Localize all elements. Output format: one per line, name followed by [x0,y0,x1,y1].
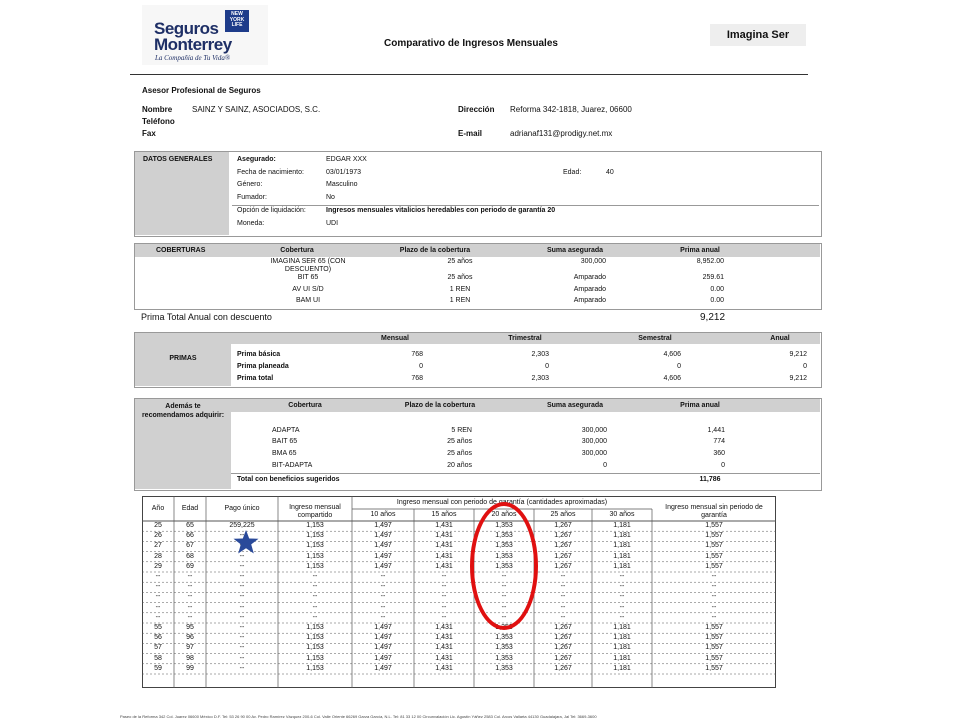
cob-header-prima: Prima anual [680,247,720,254]
table-cell: 1,431 [435,552,453,560]
rec-plazo: 5 REN [451,427,472,434]
table-cell: -- [560,583,566,591]
opcion-value: Ingresos mensuales vitalicios heredables con periodo de garantía 20 [326,207,556,214]
table-cell: 1,497 [374,654,392,662]
advisor-email: adrianaf131@prodigy.net.mx [510,129,613,138]
primas-row-label: Prima total [237,375,274,382]
table-sub-header: 30 años [609,511,635,518]
cob-suma: 300,000 [580,258,606,265]
table-cell: -- [441,593,447,601]
moneda-label: Moneda: [237,220,265,227]
table-cell: 26 [154,532,162,540]
table-cell: -- [239,634,245,642]
table-cell: 1,557 [705,664,723,672]
name-label: Nombre [142,105,173,114]
table-cell: 28 [154,552,162,560]
table-cell: -- [560,613,566,621]
table-cell: -- [239,532,245,540]
table-cell: -- [501,613,507,621]
table-cell: 1,431 [435,562,453,570]
table-cell: 29 [154,562,162,570]
primas-label: PRIMAS [169,355,197,362]
table-cell: -- [441,573,447,580]
table-cell: 1,153 [306,644,324,652]
table-header: Año [151,505,165,512]
table-cell: 1,267 [554,644,572,652]
table-cell: -- [239,603,245,611]
table-cell: 1,181 [613,522,631,529]
table-cell: -- [380,573,386,580]
table-cell: 1,181 [613,542,631,550]
table-cell: 1,497 [374,532,392,540]
prima-total-label: Prima Total Anual con descuento [141,312,272,322]
table-cell: 1,431 [435,654,453,662]
table-cell: 1,267 [554,532,572,540]
table-header: Ingreso mensual sin periodo de garantía [665,504,763,519]
cob-cobertura: AV UI S/D [292,286,324,293]
table-cell: -- [187,613,193,621]
recomendados-label: Además te recomendamos adquirir: [141,403,225,419]
table-cell: 68 [186,552,194,560]
coberturas-label: COBERTURAS [156,247,206,254]
cob-header-suma: Suma asegurada [546,247,604,254]
table-cell: -- [441,613,447,621]
table-cell: 1,353 [495,552,513,560]
datos-divider [232,205,819,206]
table-cell: 1,267 [554,664,572,672]
rec-prima: 360 [713,450,725,457]
table-cell: 1,557 [705,562,723,570]
table-cell: -- [560,603,566,611]
table-cell: 1,557 [705,644,723,652]
table-sub-header: 20 años [491,511,517,518]
table-cell: 1,267 [554,654,572,662]
rec-plazo: 25 años [447,438,472,445]
table-sub-header: 10 años [370,511,396,518]
table-cell: 55 [154,624,162,631]
cob-plazo: 1 REN [449,286,471,293]
table-cell: -- [187,603,193,611]
cob-prima: 8,952.00 [696,258,724,265]
table-cell: 1,353 [495,624,513,631]
table-cell: 1,497 [374,644,392,652]
cob-cobertura: BIT 65 [297,274,319,281]
table-cell: -- [560,593,566,601]
logo-tagline: La Compañía de Tu Vida® [155,54,231,62]
cob-suma: Amparado [573,297,606,304]
table-cell: 1,431 [435,664,453,672]
table-cell: -- [312,603,318,611]
table-cell: 67 [186,542,194,550]
cob-prima: 0.00 [710,286,724,293]
table-cell: -- [155,573,161,580]
table-cell: 1,497 [374,664,392,672]
table-cell: -- [560,573,566,580]
rec-suma: 300,000 [581,450,607,457]
table-cell: 1,353 [495,532,513,540]
primas-header-mensual: Mensual [380,335,409,342]
rec-total-value: 11,786 [699,476,721,483]
table-cell: -- [187,593,193,601]
table-cell: 1,557 [705,532,723,540]
rec-cobertura: BMA 65 [272,450,297,457]
opcion-label: Opción de liquidación: [237,207,306,214]
table-cell: 1,431 [435,634,453,642]
table-cell: 1,267 [554,522,572,529]
table-cell: -- [619,573,625,580]
rec-header-prima: Prima anual [680,402,720,409]
table-cell: 97 [186,644,194,652]
rec-cobertura: BIT-ADAPTA [272,462,313,469]
rec-suma: 0 [603,462,607,469]
table-cell: -- [501,593,507,601]
table-cell: 1,153 [306,664,324,672]
table-cell: -- [380,593,386,601]
table-cell: -- [711,593,717,601]
advisor-address: Reforma 342-1818, Juarez, 06600 [510,105,632,114]
table-cell: 1,497 [374,624,392,631]
cob-suma: Amparado [573,274,606,281]
table-header: Pago único [224,505,260,512]
table-cell: 1,557 [705,552,723,560]
table-cell: 1,431 [435,522,453,529]
table-cell: -- [711,583,717,591]
table-cell: -- [380,603,386,611]
table-cell: 1,153 [306,542,324,550]
table-cell: 1,353 [495,664,513,672]
table-cell: -- [501,573,507,580]
table-cell: 1,353 [495,542,513,550]
table-cell: -- [711,613,717,621]
fecha-value: 03/01/1973 [326,169,362,176]
primas-cell: 0 [677,363,681,370]
cob-cobertura: IMAGINA SER 65 (CON DESCUENTO) [270,258,346,273]
table-cell: -- [312,593,318,601]
phone-label: Teléfono [142,117,175,126]
rec-header-suma: Suma asegurada [546,402,604,409]
table-cell: -- [239,613,245,621]
cob-suma: Amparado [573,286,606,293]
primas-header-semestral: Semestral [638,335,672,342]
table-cell: 1,181 [613,634,631,642]
table-cell: 69 [186,562,194,570]
table-cell: 1,431 [435,624,453,631]
table-cell: 1,267 [554,624,572,631]
rec-header-cobertura: Cobertura [288,402,322,409]
table-cell: 1,153 [306,552,324,560]
table-cell: 99 [186,664,194,672]
table-cell: 1,181 [613,654,631,662]
email-label: E-mail [458,129,483,138]
table-cell: -- [239,562,245,570]
product-name: Imagina Ser [710,24,806,46]
table-cell: 1,353 [495,644,513,652]
table-cell: 1,153 [306,634,324,642]
table-cell: -- [312,583,318,591]
logo-line-1: Seguros [154,19,219,38]
table-cell: 1,497 [374,552,392,560]
rec-prima: 0 [721,462,725,469]
advisor-name: SAINZ Y SAINZ, ASOCIADOS, S.C. [192,105,321,114]
cob-plazo: 1 REN [449,297,471,304]
rec-total-divider [231,473,820,474]
table-cell: -- [239,573,245,580]
table-cell: 59 [154,664,162,672]
table-header: Ingreso mensual compartido [289,504,341,519]
rec-plazo: 20 años [447,462,472,469]
table-cell: -- [155,583,161,591]
table-cell: 1,353 [495,562,513,570]
primas-cell: 4,606 [663,351,681,358]
table-cell: 1,497 [374,522,392,529]
table-cell: 259,225 [229,522,255,529]
highlight-circle [470,502,538,630]
primas-header-anual: Anual [770,335,790,342]
table-cell: -- [619,603,625,611]
logo-line-2: Monterrey [154,35,232,54]
rec-total-label: Total con beneficios sugeridos [237,476,340,483]
cob-header-cobertura: Cobertura [280,247,314,254]
table-cell: 57 [154,644,162,652]
address-label: Dirección [458,105,495,114]
table-cell: 1,153 [306,562,324,570]
table-cell: 66 [186,532,194,540]
asegurado-value: EDGAR XXX [326,156,367,163]
cob-plazo: 25 años [447,258,473,265]
table-cell: 1,431 [435,542,453,550]
table-cell: 1,557 [705,624,723,631]
document-title: Comparativo de Ingresos Mensuales [384,38,558,49]
rec-suma: 300,000 [581,438,607,445]
table-cell: 1,181 [613,532,631,540]
table-cell: -- [711,603,717,611]
table-cell: 1,497 [374,562,392,570]
header-divider [130,74,808,75]
company-logo [142,5,268,65]
datos-generales-label: DATOS GENERALES [135,152,229,235]
fecha-label: Fecha de nacimiento: [237,169,304,176]
table-cell: -- [711,573,717,580]
primas-cell: 0 [803,363,807,370]
table-cell: -- [619,593,625,601]
table-cell: 25 [154,522,162,529]
table-cell: -- [619,613,625,621]
table-sub-header: 25 años [550,511,576,518]
table-header: Edad [181,505,199,512]
table-cell: 1,557 [705,542,723,550]
table-cell: 1,497 [374,542,392,550]
cob-prima: 0.00 [710,297,724,304]
rec-prima: 1,441 [707,427,725,434]
table-cell: -- [380,613,386,621]
table-cell: -- [441,583,447,591]
table-cell: -- [619,583,625,591]
rec-prima: 774 [713,438,725,445]
cob-cobertura: BAM UI [295,297,321,304]
table-cell: -- [239,593,245,601]
edad-value: 40 [606,169,614,176]
primas-cell: 2,303 [531,351,549,358]
genero-value: Masculino [326,181,358,188]
genero-label: Género: [237,181,263,188]
table-group-header: Ingreso mensual con periodo de garantía (cantidades aproximadas) [396,499,608,506]
primas-cell: 9,212 [789,375,807,382]
table-cell: 1,497 [374,634,392,642]
table-cell: -- [239,664,245,672]
table-cell: 1,267 [554,634,572,642]
table-cell: 1,153 [306,654,324,662]
table-cell: -- [239,644,245,652]
cob-header-plazo: Plazo de la cobertura [399,247,471,254]
table-cell: -- [501,603,507,611]
table-cell: -- [239,654,245,662]
table-cell: 96 [186,634,194,642]
primas-cell: 0 [419,363,423,370]
edad-label: Edad: [563,169,582,176]
rec-cobertura: BAIT 65 [272,438,298,445]
table-cell: 56 [154,634,162,642]
table-cell: 98 [186,654,194,662]
rec-header-plazo: Plazo de la cobertura [404,402,476,409]
primas-cell: 2,303 [531,375,549,382]
table-cell: 1,181 [613,664,631,672]
table-cell: 58 [154,654,162,662]
table-cell: 1,353 [495,654,513,662]
rec-plazo: 25 años [447,450,472,457]
fumador-label: Fumador: [237,194,267,201]
table-cell: -- [441,603,447,611]
table-cell: -- [380,583,386,591]
footer-addresses: Paseo de la Reforma 342 Col. Juarez 06600 México D.F. Tel: 53 26 90 00 Av. Pedro Ramírez Vázquez 200-6 Col. Valle Oriente 66269 Garza García, N.L. Tel: 81 33 12 00 Circunvalación Lic. Agustín Yáñez 2583 Col. Arcos Vallarta 44130 Guadalajara, Jal Tel: 3669-3600 [120,714,597,719]
table-cell: 1,267 [554,542,572,550]
table-cell: 1,181 [613,562,631,570]
cob-plazo: 25 años [447,274,473,281]
primas-cell: 0 [545,363,549,370]
nyl-badge: NEW YORK LIFE [225,10,249,32]
table-cell: 1,181 [613,644,631,652]
table-cell: 27 [154,542,162,550]
table-cell: -- [187,583,193,591]
table-sub-header: 15 años [431,511,457,518]
table-cell: 1,267 [554,552,572,560]
prima-total-value: 9,212 [700,312,726,323]
rec-cobertura: ADAPTA [272,427,300,434]
table-cell: 1,353 [495,522,513,529]
fumador-value: No [326,194,335,201]
table-cell: 1,181 [613,624,631,631]
table-cell: 1,267 [554,562,572,570]
primas-header-trimestral: Trimestral [508,335,542,342]
table-cell: -- [155,593,161,601]
table-cell: 1,153 [306,624,324,631]
advisor-section-title: Asesor Profesional de Seguros [142,86,261,95]
table-cell: 1,181 [613,552,631,560]
table-cell: 1,557 [705,634,723,642]
asegurado-label: Asegurado: [237,156,276,163]
table-cell: 1,153 [306,532,324,540]
rec-suma: 300,000 [581,427,607,434]
table-cell: 1,431 [435,532,453,540]
table-cell: 1,353 [495,634,513,642]
table-cell: 1,557 [705,522,723,529]
primas-cell: 768 [411,375,423,382]
table-cell: 1,153 [306,522,324,529]
table-cell: -- [239,552,245,560]
table-cell: -- [312,573,318,580]
table-cell: 1,557 [705,654,723,662]
primas-cell: 768 [411,351,423,358]
star-annotation-icon [233,530,259,554]
table-cell: 1,431 [435,644,453,652]
primas-row-label: Prima planeada [237,363,289,370]
table-cell: 65 [186,522,194,529]
fax-label: Fax [142,129,156,138]
table-cell: -- [155,603,161,611]
moneda-value: UDI [326,220,339,227]
table-cell: -- [239,583,245,591]
table-cell: -- [155,613,161,621]
table-cell: 95 [186,624,194,631]
primas-cell: 4,606 [663,375,681,382]
table-cell: -- [239,624,245,631]
table-cell: -- [187,573,193,580]
primas-cell: 9,212 [789,351,807,358]
table-cell: -- [312,613,318,621]
cob-prima: 259.61 [702,274,724,281]
table-cell: -- [501,583,507,591]
primas-row-label: Prima básica [237,351,281,358]
